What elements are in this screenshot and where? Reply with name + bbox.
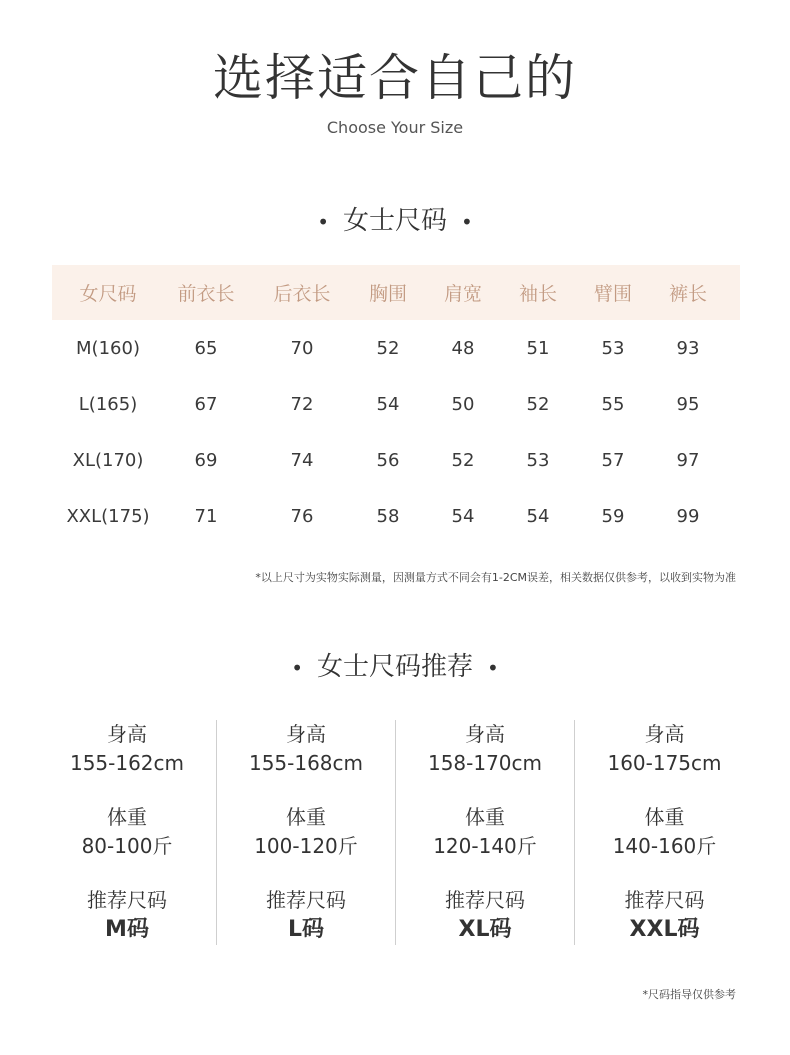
table-cell: 95 xyxy=(676,393,700,415)
height-value: 155-162cm xyxy=(69,751,185,775)
bullet-dot-icon: • xyxy=(461,209,473,234)
table-cell: 99 xyxy=(676,505,700,527)
size-label: 推荐尺码 xyxy=(87,888,167,912)
recommend-column xyxy=(38,720,217,945)
table-header-cell: 臂围 xyxy=(593,283,632,305)
table-cell: 52 xyxy=(376,337,400,359)
table-cell: 93 xyxy=(676,337,700,359)
table-header-cell: 肩宽 xyxy=(443,283,482,305)
table-cell: 48 xyxy=(451,337,475,359)
recommend-title: 女士尺码推荐 xyxy=(316,652,473,682)
table-cell: 59 xyxy=(601,505,625,527)
weight-value: 120-140斤 xyxy=(433,834,537,858)
weight-value: 140-160斤 xyxy=(612,834,717,858)
height-value: 160-175cm xyxy=(607,751,722,775)
bullet-dot-icon: • xyxy=(487,655,499,680)
size-table xyxy=(52,265,740,544)
page-title: 选择适合自己的 xyxy=(213,49,577,107)
table-cell: XXL(175) xyxy=(66,505,150,527)
size-chart-heading xyxy=(0,200,790,237)
weight-label: 体重 xyxy=(465,805,505,829)
table-cell: 51 xyxy=(526,337,550,359)
table-row xyxy=(52,432,740,488)
table-cell: 65 xyxy=(194,337,218,359)
table-header-cell: 后衣长 xyxy=(273,283,331,305)
table-cell: 54 xyxy=(376,393,400,415)
table-row xyxy=(52,320,740,376)
height-label: 身高 xyxy=(465,722,505,746)
size-value: XXL码 xyxy=(629,917,700,942)
table-cell: 69 xyxy=(194,449,218,471)
table-cell: XL(170) xyxy=(72,449,144,471)
weight-value: 100-120斤 xyxy=(254,834,358,858)
table-cell: 97 xyxy=(676,449,700,471)
table-cell: 57 xyxy=(601,449,625,471)
bullet-dot-icon: • xyxy=(291,655,303,680)
recommend-column xyxy=(575,720,754,945)
size-label: 推荐尺码 xyxy=(624,888,705,912)
recommend-note: *尺码指导仅供参考 xyxy=(642,988,736,1001)
size-value: M码 xyxy=(105,917,149,942)
table-row xyxy=(52,488,740,544)
recommend-grid xyxy=(38,720,754,945)
weight-label: 体重 xyxy=(286,805,326,829)
height-label: 身高 xyxy=(644,722,685,746)
table-cell: 71 xyxy=(194,505,218,527)
measurement-note: *以上尺寸为实物实际测量，因测量方式不同会有1-2CM误差，相关数据仅供参考，以收到实物为准 xyxy=(255,571,736,584)
recommend-heading xyxy=(0,646,790,683)
table-cell: 54 xyxy=(451,505,475,527)
recommend-column xyxy=(396,720,575,945)
height-label: 身高 xyxy=(286,722,326,746)
weight-label: 体重 xyxy=(107,805,147,829)
table-cell: 52 xyxy=(451,449,475,471)
table-cell: 67 xyxy=(194,393,218,415)
bullet-dot-icon: • xyxy=(317,209,329,234)
weight-value: 80-100斤 xyxy=(81,834,173,858)
page-subtitle: Choose Your Size xyxy=(326,118,464,137)
table-cell: M(160) xyxy=(76,337,140,359)
height-label: 身高 xyxy=(107,722,147,746)
height-value: 155-168cm xyxy=(248,751,364,775)
table-cell: 53 xyxy=(601,337,625,359)
table-cell: 55 xyxy=(601,393,625,415)
size-label: 推荐尺码 xyxy=(266,888,346,912)
table-cell: 70 xyxy=(290,337,314,359)
table-cell: 56 xyxy=(376,449,400,471)
weight-label: 体重 xyxy=(644,805,685,829)
table-header-cell: 裤长 xyxy=(668,283,707,305)
table-cell: 72 xyxy=(290,393,314,415)
size-label: 推荐尺码 xyxy=(445,888,525,912)
table-header-cell: 袖长 xyxy=(518,283,557,305)
table-cell: L(165) xyxy=(78,393,138,415)
table-cell: 50 xyxy=(451,393,475,415)
table-row xyxy=(52,376,740,432)
table-cell: 58 xyxy=(376,505,400,527)
size-chart-title: 女士尺码 xyxy=(342,206,447,236)
table-header-cell: 女尺码 xyxy=(79,283,137,305)
table-cell: 76 xyxy=(290,505,314,527)
size-value: L码 xyxy=(287,917,325,942)
height-value: 158-170cm xyxy=(427,751,543,775)
table-cell: 52 xyxy=(526,393,550,415)
table-cell: 74 xyxy=(290,449,314,471)
table-header-row xyxy=(52,265,740,320)
table-cell: 54 xyxy=(526,505,550,527)
size-value: XL码 xyxy=(458,917,512,942)
table-header-cell: 前衣长 xyxy=(177,283,235,305)
table-header-cell: 胸围 xyxy=(368,283,407,305)
table-cell: 53 xyxy=(526,449,550,471)
recommend-column xyxy=(217,720,396,945)
